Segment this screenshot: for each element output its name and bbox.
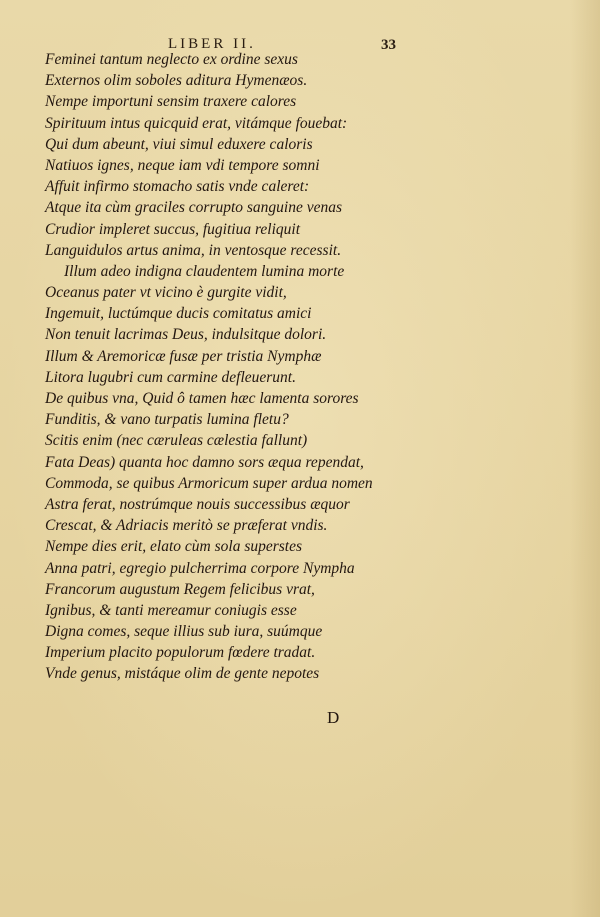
verse-line: Spirituum intus quicquid erat, vitámque fouebat:: [45, 114, 348, 132]
verse-line: Digna comes, seque illius sub iura, suúmque: [45, 623, 323, 641]
verse-line: Ingemuit, luctúmque ducis comitatus amici: [45, 305, 312, 323]
verse-line: Astra ferat, nostrúmque nouis successibus æquor: [45, 495, 350, 513]
verse-line: Scitis enim (nec cæruleas cælestia fallunt): [45, 432, 308, 450]
verse-line: Litora lugubri cum carmine defleuerunt.: [45, 368, 296, 386]
verse-line: Anna patri, egregio pulcherrima corpore Nympha: [45, 559, 355, 577]
verse-line: Fata Deas) quanta hoc damno sors æqua rependat,: [45, 453, 364, 471]
page-edge-shadow: [570, 0, 600, 917]
verse-line: Imperium placito populorum fœdere tradat.: [45, 644, 316, 662]
verse-line: Nempe importuni sensim traxere calores: [45, 93, 297, 111]
verse-line: Externos olim soboles aditura Hymenæos.: [45, 72, 308, 90]
verse-line: Francorum augustum Regem felicibus vrat,: [45, 580, 315, 598]
verse-line: Oceanus pater vt vicino è gurgite vidit,: [45, 284, 287, 302]
verse-line: De quibus vna, Quid ô tamen hæc lamenta sorores: [45, 390, 359, 407]
verse-line: Non tenuit lacrimas Deus, indulsitque dolori.: [45, 326, 327, 344]
verse-line: Affuit infirmo stomacho satis vnde caleret:: [45, 178, 310, 196]
verse-line: Nempe dies erit, elato cùm sola superstes: [45, 538, 303, 556]
verse-line: Commoda, se quibus Armoricum super ardua nomen: [45, 474, 373, 492]
verse-line: Atque ita cùm graciles corrupto sanguine venas: [45, 199, 343, 217]
verse-line: Funditis, & vano turpatis lumina fletu?: [45, 411, 289, 429]
verse-line: Illum & Aremoricæ fusæ per tristia Nymphæ: [45, 347, 322, 365]
page-number: 33: [381, 37, 396, 53]
verse-line: Ignibus, & tanti mereamur coniugis esse: [45, 601, 297, 619]
poem-text: [45, 49, 385, 685]
verse-line: Crudior impleret succus, fugitiua reliquit: [45, 220, 301, 238]
verse-line: Languidulos artus anima, in ventosque recessit.: [45, 241, 342, 259]
verse-line: Feminei tantum neglecto ex ordine sexus: [45, 51, 298, 68]
catchword: D: [327, 708, 340, 727]
verse-line: Natiuos ignes, neque iam vdi tempore somni: [45, 156, 320, 174]
verse-line: Qui dum abeunt, viui simul eduxere caloris: [45, 135, 313, 153]
verse-line: Illum adeo indigna claudentem lumina morte: [64, 262, 345, 280]
verse-line: Crescat, & Adriacis meritò se præferat vndis.: [45, 517, 328, 535]
running-title: LIBER II.: [168, 36, 256, 52]
verse-line: Vnde genus, mistáque olim de gente nepotes: [45, 665, 320, 683]
